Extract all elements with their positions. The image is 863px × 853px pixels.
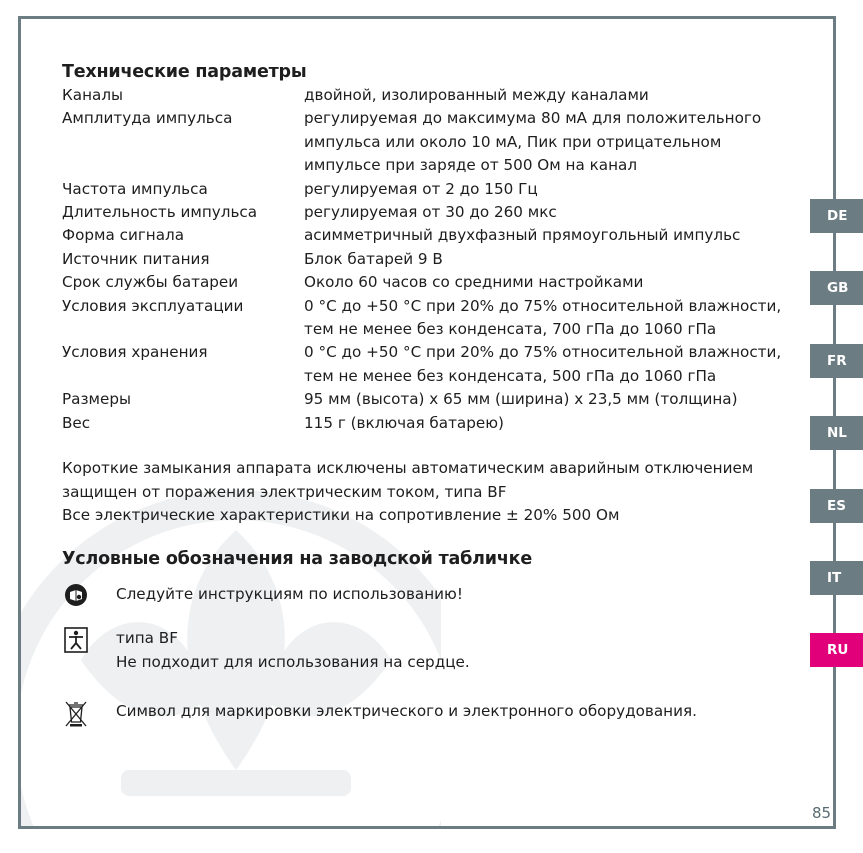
language-tab-nl[interactable]: NL — [810, 416, 863, 450]
spec-value-line: Около 60 часов со средними настройками — [304, 273, 644, 292]
spec-row — [62, 178, 822, 201]
spec-value — [304, 224, 822, 247]
spec-row — [62, 341, 822, 388]
spec-label: Частота импульса — [62, 179, 208, 198]
safety-note-line: Все электрические характеристики на сопротивление ± 20% 500 Ом — [62, 505, 620, 524]
symbol-row — [62, 583, 822, 607]
tech-params-table — [62, 84, 822, 435]
spec-value-line: регулируемая от 2 до 150 Гц — [304, 179, 538, 198]
spec-value-line: двойной, изолированный между каналами — [304, 86, 649, 104]
symbol-row — [62, 700, 822, 728]
spec-value — [304, 107, 822, 177]
spec-value-line: 0 °C до +50 °C при 20% до 75% относительной влажности, — [304, 343, 782, 362]
safety-note-line: защищен от поражения электрическим током, типа BF — [62, 482, 507, 501]
symbols-list — [62, 583, 822, 728]
spec-value-line: 115 г (включая батарею) — [304, 413, 504, 432]
spec-value-line: регулируемая до максимума 80 мА для положительного — [304, 109, 762, 128]
spec-row — [62, 271, 822, 294]
spec-label: Источник питания — [62, 249, 210, 268]
language-tab-gb[interactable]: GB — [810, 271, 863, 305]
language-tab-fr[interactable]: FR — [810, 344, 863, 378]
spec-row — [62, 107, 822, 177]
spec-value-line: импульсе при заряде от 500 Ом на канал — [304, 156, 638, 175]
spec-value — [304, 201, 822, 224]
spec-row — [62, 295, 822, 342]
instruction-manual-icon — [62, 583, 116, 607]
spec-row — [62, 84, 822, 107]
spec-value — [304, 271, 822, 294]
spec-value — [304, 341, 822, 388]
spec-value — [304, 84, 822, 107]
safety-notes — [62, 457, 822, 527]
spec-value — [304, 295, 822, 342]
symbol-text-line: типа BF — [116, 629, 178, 648]
language-tab-es[interactable]: ES — [810, 489, 863, 523]
spec-row — [62, 224, 822, 247]
spec-value-line: тем не менее без конденсата, 700 гПа до 1060 гПа — [304, 320, 717, 339]
spec-value-line: Блок батарей 9 В — [304, 249, 443, 268]
language-tab-it[interactable]: IT — [810, 561, 863, 595]
spec-row — [62, 388, 822, 411]
spec-value-line: тем не менее без конденсата, 500 гПа до 1060 гПа — [304, 366, 717, 385]
symbol-text-line: Символ для маркировки электрического и электронного оборудования. — [116, 702, 697, 721]
spec-value — [304, 412, 822, 435]
spec-value — [304, 388, 822, 411]
spec-label: Каналы — [62, 86, 124, 104]
symbol-text — [116, 700, 697, 723]
spec-value-line: 0 °C до +50 °C при 20% до 75% относительной влажности, — [304, 296, 782, 315]
spec-value — [304, 178, 822, 201]
tech-params-heading: Технические параметры — [62, 62, 307, 82]
spec-label: Условия эксплуатации — [62, 296, 244, 315]
symbol-text-line: Следуйте инструкциям по использованию! — [116, 585, 463, 604]
spec-row — [62, 248, 822, 271]
symbol-text — [116, 583, 463, 606]
spec-row — [62, 412, 822, 435]
safety-note-line: Короткие замыкания аппарата исключены автоматическим аварийным отключением — [62, 459, 754, 478]
spec-value-line: асимметричный двухфазный прямоугольный импульс — [304, 226, 741, 245]
spec-row — [62, 201, 822, 224]
language-tab-ru[interactable]: RU — [810, 633, 863, 667]
type-bf-icon — [62, 627, 116, 653]
page-number: 85 — [812, 804, 832, 822]
weee-crossed-bin-icon — [62, 700, 116, 728]
symbols-heading: Условные обозначения на заводской табличке — [62, 549, 532, 570]
spec-value-line: импульса или около 10 мА, Пик при отрицательном — [304, 132, 722, 151]
spec-label: Условия хранения — [62, 343, 208, 362]
spec-label: Срок службы батареи — [62, 273, 239, 292]
spec-value-line: регулируемая от 30 до 260 мкс — [304, 203, 557, 222]
spec-label: Длительность импульса — [62, 203, 258, 222]
page-content — [62, 60, 822, 728]
spec-label: Форма сигнала — [62, 226, 185, 245]
symbol-text — [116, 627, 470, 674]
symbol-text-line: Не подходит для использования на сердце. — [116, 652, 470, 671]
language-tab-de[interactable]: DE — [810, 199, 863, 233]
spec-value-line: 95 мм (высота) х 65 мм (ширина) х 23,5 мм (толщина) — [304, 390, 738, 409]
spec-label: Амплитуда импульса — [62, 109, 233, 128]
symbol-row — [62, 627, 822, 674]
spec-label: Вес — [62, 413, 91, 432]
spec-value — [304, 248, 822, 271]
spec-label: Размеры — [62, 390, 131, 409]
